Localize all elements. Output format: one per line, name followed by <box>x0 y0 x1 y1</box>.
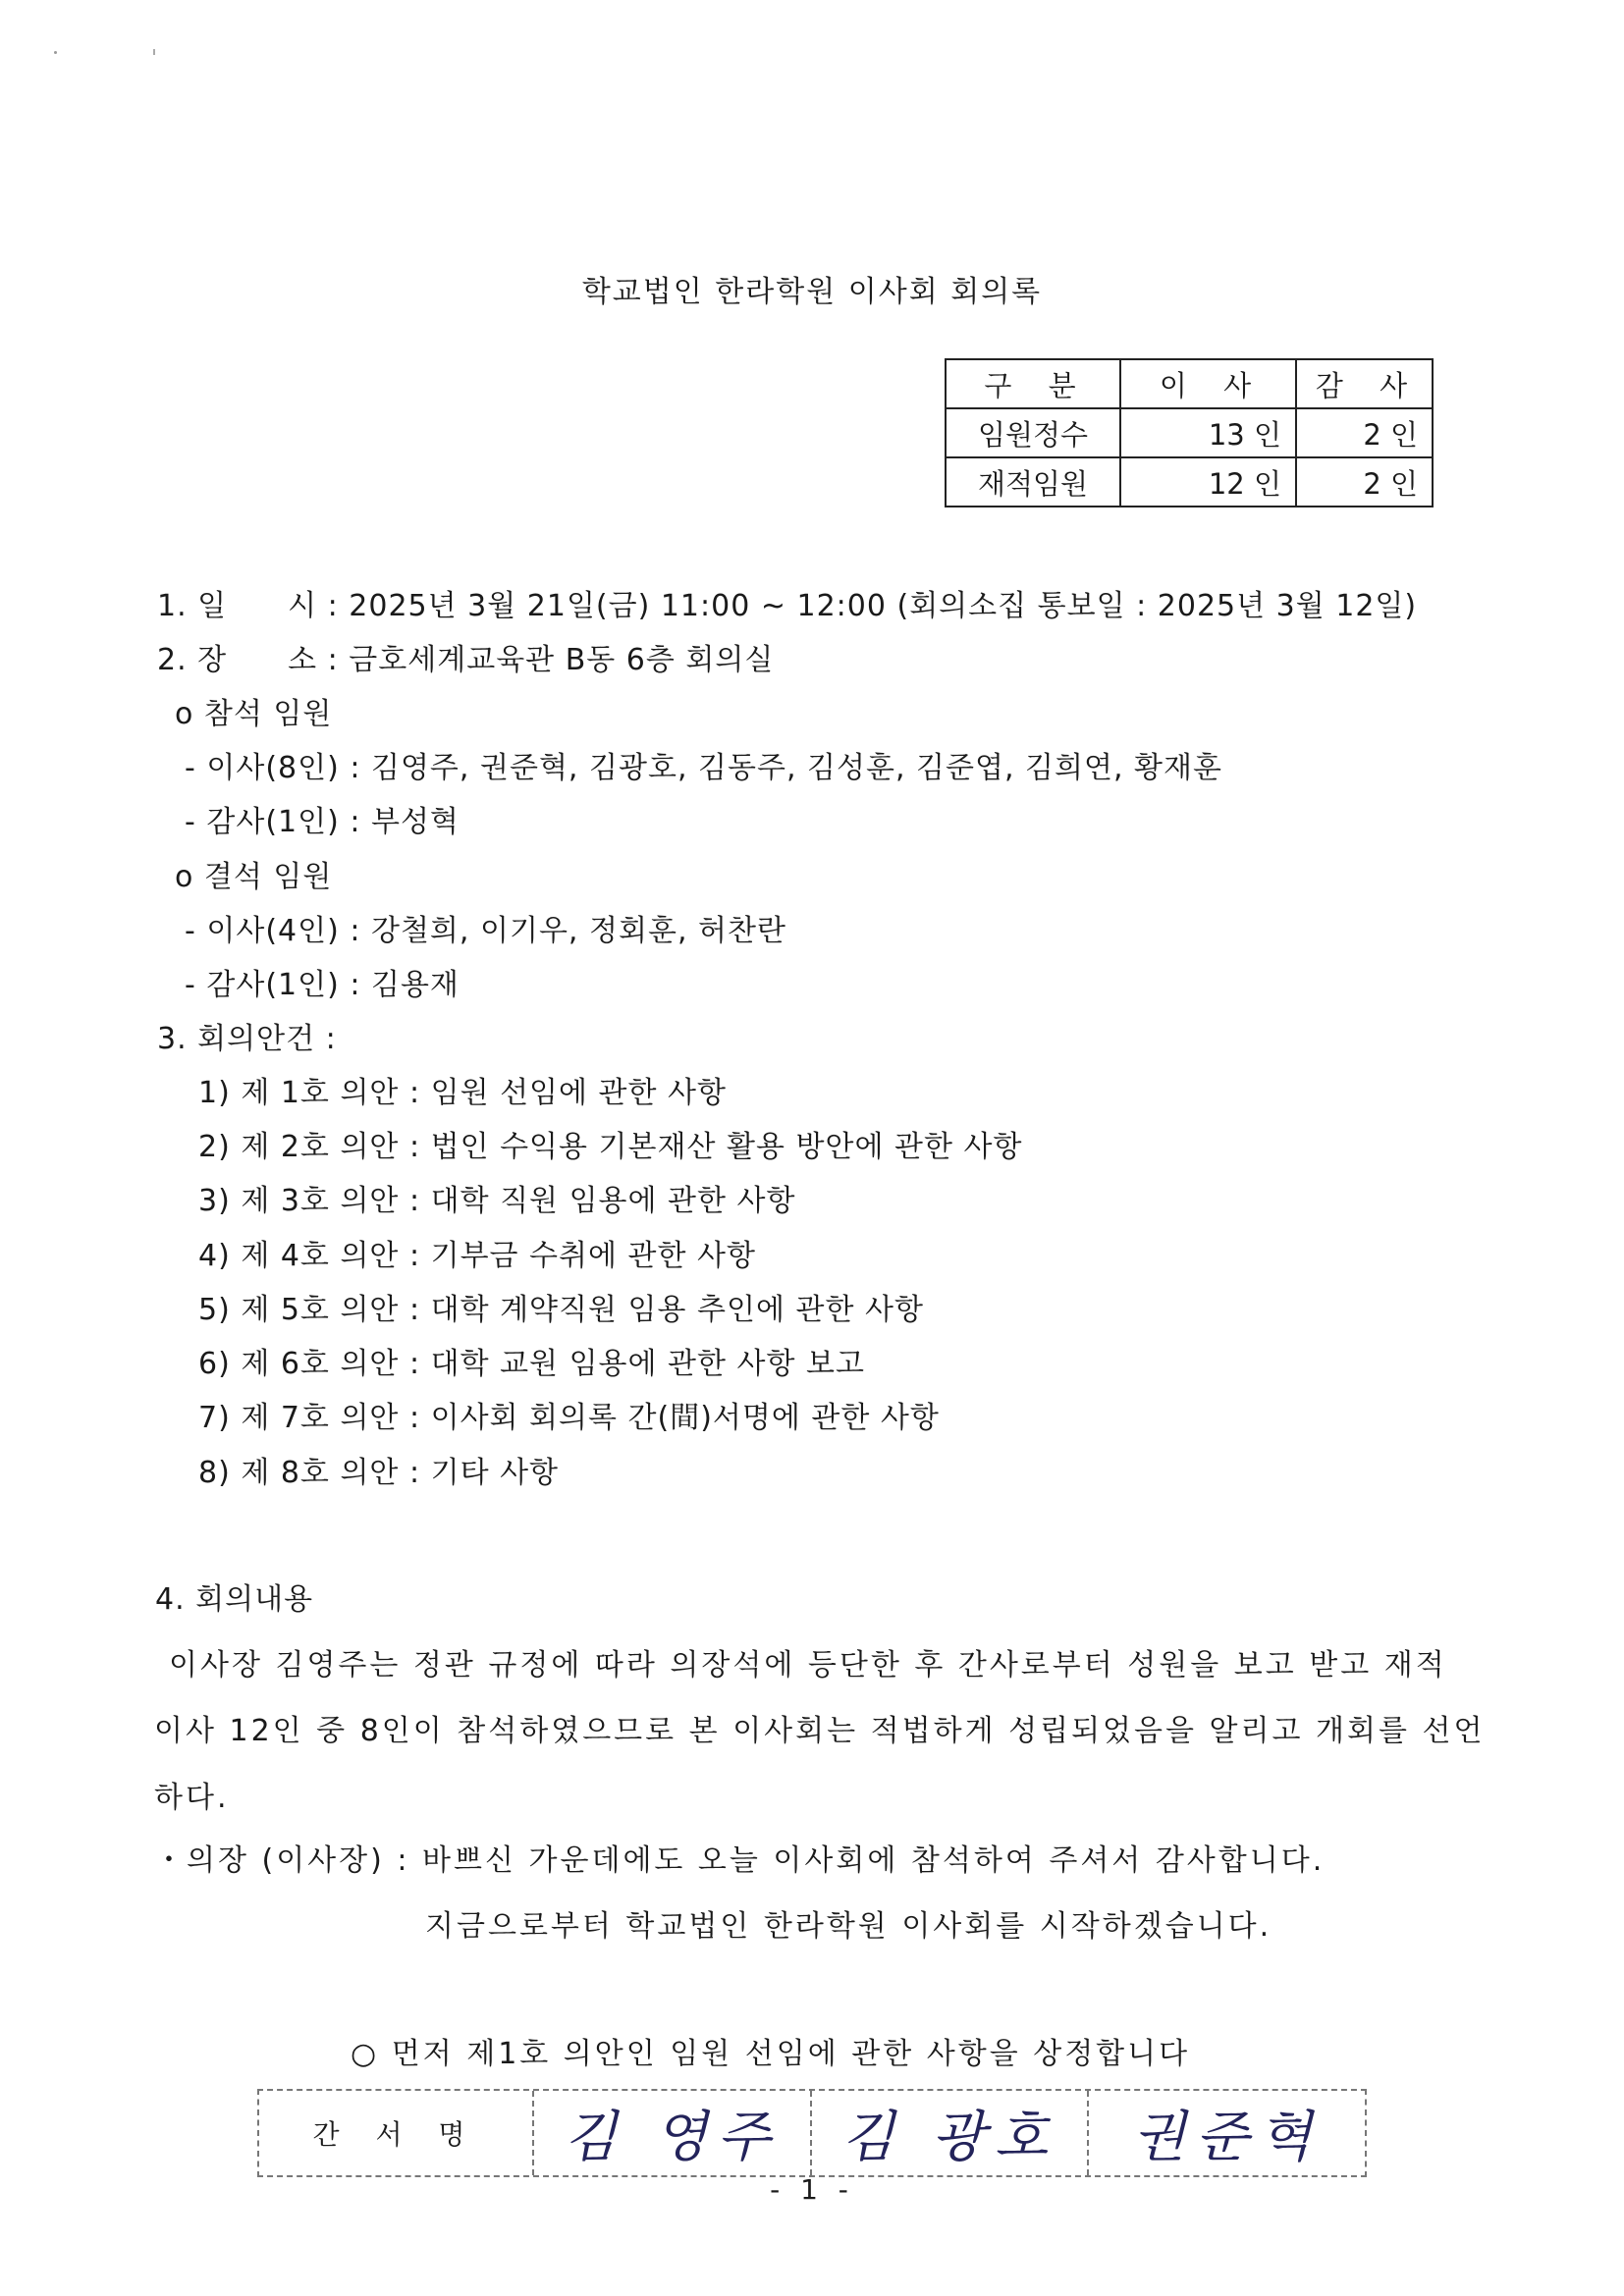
meeting-datetime: 1. 일 시 : 2025년 3월 21일(금) 11:00 ~ 12:00 (회의소집 통보일 : 2025년 3월 12일) <box>157 589 1418 623</box>
chair-remark-line: 지금으로부터 학교법인 한라학원 이사회를 시작하겠습니다. <box>425 1909 1272 1944</box>
table-cell: 임원정수 <box>946 408 1120 457</box>
table-cell: 재적임원 <box>946 457 1120 507</box>
agenda-item: 2) 제 2호 의안 : 법인 수익용 기본재산 활용 방안에 관한 사항 <box>198 1130 1023 1164</box>
member-summary-table <box>945 358 1434 507</box>
table-row <box>946 457 1433 507</box>
content-paragraph-line: 하다. <box>154 1781 230 1815</box>
absent-directors: - 이사(4인) : 강철희, 이기우, 정회훈, 허찬란 <box>185 914 786 948</box>
chair-remark-line: ・의장 (이사장) : 바쁘신 가운데에도 오늘 이사회에 참석하여 주셔서 감사합니다. <box>154 1843 1326 1878</box>
handwritten-signature: 권준혁 <box>1132 2106 1322 2169</box>
absentees-heading: o 결석 임원 <box>175 860 333 894</box>
signature-cell <box>812 2091 1090 2175</box>
table-cell: 2 인 <box>1296 457 1433 507</box>
content-paragraph-line: 이사장 김영주는 정관 규정에 따라 의장석에 등단한 후 간사로부터 성원을 보고 받고 재적 <box>169 1648 1447 1682</box>
meeting-place: 2. 장 소 : 금호세계교육관 B동 6층 회의실 <box>157 643 775 677</box>
handwritten-signature: 김 영주 <box>564 2106 781 2169</box>
table-header-cell: 이 사 <box>1120 359 1296 408</box>
first-agenda-announcement: ○ 먼저 제1호 의안인 임원 선임에 관한 사항을 상정합니다 <box>351 2037 1191 2071</box>
content-paragraph-line: 이사 12인 중 8인이 참석하였으므로 본 이사회는 적법하게 성립되었음을 알리고 개회를 선언 <box>154 1714 1486 1748</box>
agenda-heading: 3. 회의안건 : <box>157 1022 337 1056</box>
signature-cell <box>1089 2091 1365 2175</box>
agenda-item: 8) 제 8호 의안 : 기타 사항 <box>198 1456 560 1490</box>
meeting-content-heading: 4. 회의내용 <box>155 1582 314 1617</box>
signature-label: 간 서 명 <box>259 2091 534 2175</box>
signature-box <box>257 2089 1367 2177</box>
attending-auditor: - 감사(1인) : 부성혁 <box>185 805 460 839</box>
table-header-row <box>946 359 1433 408</box>
agenda-item: 3) 제 3호 의안 : 대학 직원 임용에 관한 사항 <box>198 1184 796 1218</box>
attendees-heading: o 참석 임원 <box>175 697 333 731</box>
signature-cell <box>534 2091 812 2175</box>
table-cell: 2 인 <box>1296 408 1433 457</box>
agenda-item: 4) 제 4호 의안 : 기부금 수취에 관한 사항 <box>198 1239 756 1273</box>
document-title: 학교법인 한라학원 이사회 회의록 <box>581 275 1043 309</box>
table-cell: 12 인 <box>1120 457 1296 507</box>
agenda-item: 5) 제 5호 의안 : 대학 계약직원 임용 추인에 관한 사항 <box>198 1293 924 1327</box>
table-header-cell: 구 분 <box>946 359 1120 408</box>
handwritten-signature: 김 광호 <box>840 2106 1058 2169</box>
page-number: - 1 - <box>770 2173 854 2206</box>
table-row <box>946 408 1433 457</box>
scan-speck <box>153 49 155 55</box>
agenda-item: 6) 제 6호 의안 : 대학 교원 임용에 관한 사항 보고 <box>198 1347 866 1381</box>
absent-auditor: - 감사(1인) : 김용재 <box>185 968 460 1002</box>
agenda-item: 1) 제 1호 의안 : 임원 선임에 관한 사항 <box>198 1076 728 1110</box>
table-header-cell: 감 사 <box>1296 359 1433 408</box>
attending-directors: - 이사(8인) : 김영주, 권준혁, 김광호, 김동주, 김성훈, 김준엽, 김희연, 황재훈 <box>185 751 1223 785</box>
agenda-item: 7) 제 7호 의안 : 이사회 회의록 간(間)서명에 관한 사항 <box>198 1401 940 1435</box>
table-cell: 13 인 <box>1120 408 1296 457</box>
scan-speck <box>54 51 57 54</box>
